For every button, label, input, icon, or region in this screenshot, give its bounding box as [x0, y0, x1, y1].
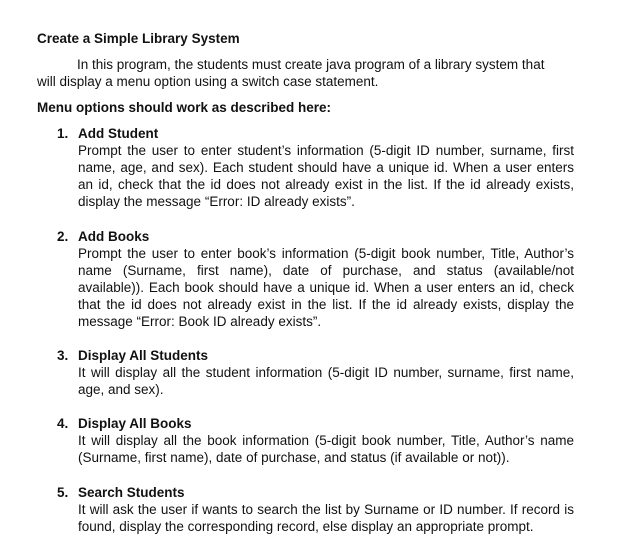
- list-item-description: Prompt the user to enter student’s information (5-digit ID number, surname, first name, age, and sex). Each student should have a unique id. When a user enters an id, check that the id does not already exist in the list. If the id already exists, display the message “Error: ID already exists”.: [78, 143, 574, 209]
- intro-line-1: In this program, the students must create java program of a library system that: [77, 57, 545, 72]
- list-item-description: It will ask the user if wants to search the list by Surname or ID number. If record is found, display the corresponding record, else display an appropriate prompt.: [78, 502, 574, 534]
- list-item-heading: Search Students: [78, 485, 185, 500]
- list-item-heading: Add Student: [78, 126, 159, 141]
- list-item-number: 3.: [57, 348, 69, 363]
- list-item-number: 2.: [57, 229, 69, 244]
- list-item-number: 5.: [57, 485, 69, 500]
- list-item-description: It will display all the student information (5-digit ID number, surname, first name, age, and sex).: [78, 365, 574, 397]
- list-item-description: It will display all the book information (5-digit book number, Title, Author’s name (Surname, first name), date of purchase, and status (if available or not)).: [78, 433, 574, 465]
- list-item-heading: Display All Books: [78, 416, 192, 431]
- list-item-heading: Display All Students: [78, 348, 209, 363]
- document-title: Create a Simple Library System: [37, 31, 240, 46]
- list-item-number: 4.: [57, 416, 69, 431]
- list-item-description: Prompt the user to enter book’s information (5-digit book number, Title, Author’s name (Surname, first name), date of purchase, and status (available/not available)). Each book should have a unique id. When a user enters an id, check that the id does not already exist in the list. If the id already exists, display the message “Error: Book ID already exists”.: [78, 246, 574, 329]
- intro-line-2: will display a menu option using a switch case statement.: [37, 74, 379, 89]
- intro-paragraph: [37, 56, 557, 90]
- list-item-heading: Add Books: [78, 229, 150, 244]
- list-item-number: 1.: [57, 126, 69, 141]
- menu-heading: Menu options should work as described here:: [37, 100, 332, 115]
